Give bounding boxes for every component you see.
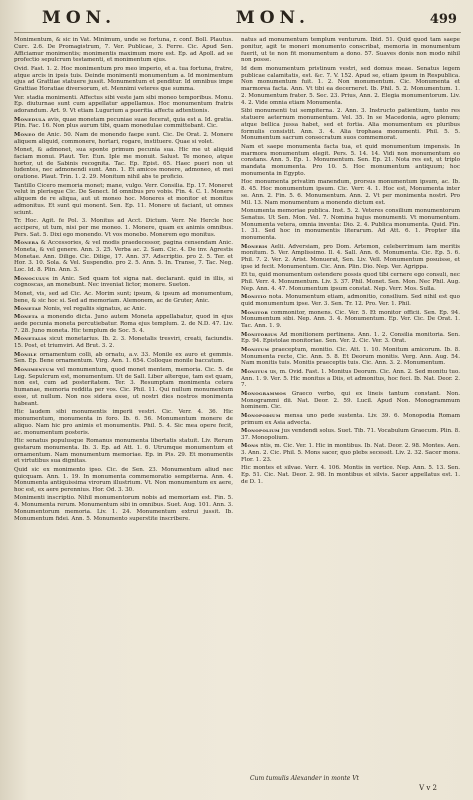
dictionary-entry xyxy=(241,294,460,308)
dictionary-entry xyxy=(14,240,233,274)
entry-text: Monimentum, & sic in Vat. Minimum, unde se fortuna, r. conf. Boll. Plautus. Curc. 2.6. De Promagistrum, 7. Ver. Publicae, 3. Ferre. Cic. Apud Sen. Afficiamur monimentis; monimentis maximum more est. Ep. ad Apoll. ad se profectio sepulcrum testamenti, et monimentum ejus. xyxy=(14,37,233,64)
dictionary-entry xyxy=(241,391,460,411)
entry-text: commonitor, monens. Cic. Ver. 5. Et monitor officii. Sen. Ep. 94. Monumentum sibi. Nep. Ann. 3. 4. Monumentum. Ep. Ver. Cic. De Orat. 1. Tac. Ann. 1. 9. xyxy=(241,309,460,330)
dictionary-entry xyxy=(14,314,233,334)
dictionary-entry xyxy=(14,306,233,313)
dictionary-entry xyxy=(241,208,460,242)
entry-text: natus ad monumentum templum venturum. Ibid. 51. Quid quod tam saepe ponitur, agit te moneri monumento conscribat, memoria in monumentum fuerit, ut te non fit monumentum a dono. 57. Suaves donis non modo nihil non posse. xyxy=(241,37,460,64)
entry-text: Hoc monumenta privatim manendum, prorsus monumentum ipsum, ac. Ib. 8. 45. Hoc monumentum ipsum. Cic. Verr. 4. 1. Hoc est, Monumenta inter se. Ann. 2. Fin. 5. 6. Monumentum. Ann. 2. Vt per monimenta nostri. Pro Mil. 13. Nam monumentum a monendo dictum est. xyxy=(241,179,460,206)
entry-text: Id dem monumentum pristinum vestri, sed domus meae. Senatus legem publicae calamitatis, est. &c. 7. V. 152. Apud se, etiam ipsum in Respublica. Non monumentum fuit. 1. 2. Non monumentum. Cic. Monumenta et marmorea facta. Ann. Vt tibi ea decerneret. Ib. Phil. 5. 2. Monumentum. 1. 2. Monumentum frater. 5. Sec. 23. Prius, Ann. 2. Elegia monumentorum. Liv. 4. 2. Vide omnia etiam Monumenta. xyxy=(241,65,460,106)
entry-text: Ver. stadia monimenti. Affectus sibi veste jam sibi moneo temporibus. Monu. Ep. diuturnae sunt cum appellatur appellamus. Hoc monumentum fratris adorandum. Art. 9. Vt etiam Lugurium a pueritia affectu adtentionis. xyxy=(14,94,233,115)
signature-mark: V v 2 xyxy=(419,784,437,792)
dictionary-entry xyxy=(14,467,233,494)
dictionary-entry xyxy=(241,332,460,346)
entry-headword: Monopodium xyxy=(241,412,281,419)
entry-text: de Anic. 50. Nam de monendo faepe sunt. Cic. De Orat. 2. Monere aliquem aliquid, commonere, hortari, rogare, instituere. Quae si volet. xyxy=(14,131,233,145)
entry-text: Aelii. Adversiam, pro Dom. Artemon, celeberrimum iam meritis monitum. 5. Ver. Amplissimo. Il. 4. Sall. Ann. 6. Monumenta. Cic. Ep. 5. 6. Phil. 7. 2. Ver. 2. Arist. Monuerat, Sen. Liv. Vell. Monumentum posuisse, et ipse id fecit. Monumentum. Cic. Ann. Plin. Dio. Nep. Ver. Agrippa. xyxy=(241,243,460,271)
dictionary-entry xyxy=(14,218,233,238)
entry-headword: Monitorius xyxy=(241,331,278,338)
entry-text: us, m. Ovid. Fast. 1. Monitus Deorum. Cic. Ann. 2. Sed monitu tuo. Ann. 1. 9. Ver. 5. Hic monitus a Diis, et admonitus, hoc feci. Ib. Nat. Deor. 2. 7. xyxy=(241,368,460,389)
dictionary-entry xyxy=(14,66,233,93)
dictionary-entry xyxy=(241,428,460,442)
entry-headword: Monopolium xyxy=(241,427,280,434)
dictionary-entry xyxy=(241,244,460,271)
dictionary-entry xyxy=(241,66,460,107)
entry-text: & Accessories, & vel modis praedecessor, pagina censendam Anic. Moneta, & vel genere. Ann. 3. 25. Verba ac. 2. Sam. Cic. 4. De inv. Agrestis Monetae. Ann. Dilige. Cic. Dilige, 17. Ann. 37. Adscriptio. pro 2. 5. Ter. et Hor. 3. 10. Sola. & Vel. Suspendio. pro 2. 5. Ann. 5. In. Transe, 7. Tac. Neg. Loc. Id. 8. Plin. Ann. 3. xyxy=(14,240,233,274)
entry-text: Et tu, quid monumentum ostendere possis quod tibi cernere ego consuli, nec Phil. Verr. 4. Monumentum. Liv. 3. 37. Phil. Monet. Sen. Mon. Nec Phil. Aug. Nep. Ann. 4. 47. Monumentum ipsum constat. Nep. Verr. Mos. Sulla. xyxy=(241,272,460,293)
entry-text: in Anic. Sed quam tot signa nat. declarant. quid in illis, si cognoscas, an monebunt. Nec inveniat lictor, monere. Sueton. xyxy=(14,275,233,289)
entry-text: Ad monitionem pertinens. Ann. 1. 2. Consilia monitoria. Sen. Ep. 94. Epistolae monitoriae. Sen. Ver. 2. Cic. Ver. 3. Orat. xyxy=(241,331,460,345)
entry-headword: Monitor xyxy=(241,309,269,316)
dictionary-entry xyxy=(14,336,233,350)
entry-text: Sibi monumenti tui sempiterna. 2. Ann. 3. Instructo patientium, tanto res statuere aeternum monumentum. Vel. 35. In se Macedonia, agro plenum; atque bellica jussa habet, sed et fortia. Alia monumentum ex pluribus formulis consistit. Ann. 3. 4. Alia trophaea monumenti. Phil. 5. 5. Monumentum sacrum consecratum suos commemorat. xyxy=(241,108,460,142)
dictionary-entry xyxy=(241,369,460,389)
entry-text: Hic senatus populusque Romanus monumenta libertatis statuit. Liv. Rerum gestarum monumenta. Ib. 3. Ep. ad Att. 1. 6. Utrumque monumentum et ornamentum. Nam monumentum memoriae. Ep. in Pis. 29. Et monumentis et virtutibus sua dignitas. xyxy=(14,437,233,465)
entry-text: a monendo dicta. Juno autem Moneta appellabatur, quod in ejus aede pecunia moneta percutiebatur. Roma ejus templum. 2. de N.D. 47. Liv. 7. 28. Juno moneta. Hic templum de Soc. 5. 4. xyxy=(14,314,233,334)
entry-text: Tr. Hoc. Agit. fe Pol. 3. Monitus ad Acct. Dictum. Verr. Ne Hercle hoc accipere, ut tum, nisi per me moneo. 1. Monere, quam ex animis omnibus. Pers. Sat. 5. Dixi ego monendo. Vt vos monebo. Monerem ego monitus. xyxy=(14,218,233,238)
entry-text: Hic laudem sibi monumentis imperii vestri. Cic. Verr. 4. 36. Hic monumentum, monumenta in foro. Ib. 6. 56. Monumentum monere de aliquo. Nam hic pro animis et monumentis. Phil. 5. 4. Sic mea opere fecit, ac. monumentum posteris. xyxy=(14,409,233,436)
entry-headword: Monera xyxy=(14,240,39,247)
entry-text: mensa uno pede sustenta. Liv. 39. 6. Monopodia Romam primum ex Asia advecta. xyxy=(241,412,460,426)
dictionary-entry xyxy=(14,367,233,408)
dictionary-entry xyxy=(14,183,233,217)
entry-text: Monimenti inscriptio. Nihil monumentorum nobis ad memoriam est. Fin. 5. 4. Monumenta rerum. Monumentum sibi in omnibus. Suet. Aug. 101. Ann. 3. Monumentorum memoria. Liv. 1. 24. Monumentum extrui jussit. Ib. Monumentum fidei. Ann. 5. Monumento superstite inscribere. xyxy=(14,495,233,522)
header-center: MON. xyxy=(235,8,310,28)
dictionary-entry xyxy=(14,409,233,436)
entry-text: Monumenta memoriae publica. Inst. 5. 2. Veteres consilium monumentorum Senatus. Ut Sen. Mon. Vel. 7. Nomina hujus monumenti. Vt monumentum. Monumenta vetera, omnia inventa: Dio. 2. 4. Publica monumenta. Quid. Fin. 1. 31. Sed hoc in monumentis literarum. Ad Att. 6. 1. Propter illa monumenta. xyxy=(241,208,460,242)
dictionary-entry xyxy=(14,117,233,131)
entry-text: ornamentum colli, ab ornatu, a.v. 33. Monile ex auro et gemmis. Sen. Ep. Bene ornamentum. Virg. Aen. 1. 654. Colloque monile baccatum. xyxy=(14,351,233,365)
dictionary-entry xyxy=(241,37,460,64)
entry-headword: Monimentum xyxy=(14,366,55,373)
header-left: MON. xyxy=(42,8,116,28)
entry-headword: Monetae xyxy=(14,306,42,313)
dictionary-entry xyxy=(14,95,233,115)
entry-headword: Monogrammos xyxy=(241,390,287,397)
dictionary-entry xyxy=(241,310,460,330)
dictionary-entry xyxy=(14,276,233,290)
dictionary-entry xyxy=(241,179,460,206)
entry-headword: Monitus xyxy=(241,368,268,375)
entry-headword: Mons xyxy=(241,443,259,450)
catchword: Cum tumulis Alexander in monte Vt xyxy=(250,775,359,782)
dictionary-entry xyxy=(14,132,233,146)
entry-text: vel monumentum, quod monet mentem, memoria. Cic. 5. de Leg. Sepulcrum est, monumentum. Ut de Sall. Liber alterque, tam est quam, non est, cum ad posteritatem. Ter. 3. Resumptam monimenta cetera humanae, memoria reddita per vos. Cic. Phil. 11. Qui nullum monumentum esse, ut nullum. Non nos sidera esse, ut nostri dies nostros monimenta habeant. xyxy=(14,366,233,407)
entry-text: praeceptum, monitio. Cic. Att. 1. 10. Monitum amicorum. Ib. 8. Monumenta recte, Cic. Ann. 5. 8. Et Deorum monitis. Verg. Ann. Aug. 54. Nam monitis tuis. Monitis praeceptis tuis. Cic. Ann. 3. 2. Monumentum. xyxy=(241,346,460,367)
entry-text: jus vendendi solus. Suet. Tib. 71. Vocabulum Graecum. Plin. 8. 37. Monopolium. xyxy=(241,427,460,441)
running-header xyxy=(14,8,461,33)
entry-headword: Monile xyxy=(14,351,37,358)
entry-text: nota. Monumentum etiam, admonitio, consilium. Sed nihil est quo quid monumentum ipse. Ver. 3. Sen. Tr. 12. Pro. Ver. 1. Phil. xyxy=(241,294,460,308)
dictionary-entry xyxy=(14,495,233,522)
entry-headword: Monitio xyxy=(241,294,267,301)
entry-text: Hic montes et silvae. Verr. 4. 106. Montis in vertice. Nep. Ann. 5. 13. Sen. Ep. 51. Cic. Nat. Deor. 2. 98. In montibus et silvis. Sacer appellatus est. 1. de D. 1. xyxy=(241,465,460,485)
dictionary-entry xyxy=(14,352,233,366)
entry-text: sicut monetarius. Ib. 2. 3. Monetalis tresviri, creati, faciundis. 15. Post, et triumviri. Ad Brut. 3. 2. xyxy=(14,336,233,350)
entry-text: ntis, m. Cic. Ver. 1. Hic in montibus. Ib. Nat. Deor. 2. 98. Montes. Aen. 3. Ann. 2. Cic. Phil. 5. Mons sacer, quo plebs secessit. Liv. 2. 32. Sacer mons. Flor. 1. 23. xyxy=(241,443,460,463)
column-right xyxy=(241,37,460,789)
entry-text: Tantillo Cicero memoria monet; mane, vulgo. Verr. Consilia. Ep. 17. Moneret velut in plerisque Cic. De Senect. Id omnibus pro vobis. Fin. 4. C. 1. Monere aliquem de re aliqua, aut ut moneo hoc. Moneres et monitor et monitus admonitus. Et sunt qui monent. Sen. Ep. 11. Monere ut faciant, ut omnes sciunt. xyxy=(14,182,233,216)
dictionary-entry xyxy=(241,108,460,142)
dictionary-entry xyxy=(14,438,233,465)
entry-text: Monet, vis, sed ad Cic. Ac. Morim sunt; ipsum, & ipsum ad monumentum, bene, & sic hoc si. Sed ad memoriam. Alemonem, ac de Gruter, Anic. xyxy=(14,290,233,304)
dictionary-entry xyxy=(241,443,460,463)
dictionary-entry xyxy=(241,272,460,292)
entry-text: Graeco verbo, qui ex lineis tantum constant. Non. Monogrammi dii. Nat. Deor. 2. 59. Lucil. Apud Non. Monogrammum hominem. Cic. xyxy=(241,390,460,411)
entry-text: Ovid. Fast. 1. 2. Hoc monimentum pro meo imperio, et a. tua fortuna, fratre, atque arcis in ipsis tuis. Deinde monimenti monumentum a. Id monimentum ejus ad Grattiae statuere jussit. Monumentum et penditur. Id omnibus impe Grattiae Horatiae diversorum, et. Mennimi veteres que summa. xyxy=(14,65,233,93)
dictionary-entry xyxy=(14,147,233,181)
dictionary-entry xyxy=(241,347,460,367)
entry-text: Quid sic ex monimento ipso. Cic. de Sen. 23. Monumentum aliud nec quicquam. Ann. 1. 19. In monumenta commemoratio sempiterna. Ann. 4. Monumenta antiquissima virorum illustrium. Vt. Non monumentum ex aere, hoc est, ex aere perennius. Hor. Od. 3. 30. xyxy=(14,466,233,494)
entry-headword: Moneta xyxy=(14,314,39,321)
entry-headword: Monetalis xyxy=(14,336,47,343)
entry-headword: Moneo xyxy=(14,131,36,138)
entry-text: Monet, & admonet, sua sponte primum pecunia sua. Hic me ut aliquid faciam monui. Plaut. Ter. Eun. Iple me monuit. Salust. Te moneo, atque hortor, ut de Sabinis recognita. Tac. Ep. Epist. 65. Haec pueri non ut ludentes, nec admonendi sunt. Ann. 1. Et amicos monere, admoneo, et mei oratione. Plaut. Trin. 1. 2. 29. Monitum nihil abs te proficio. xyxy=(14,146,233,181)
dictionary-entry xyxy=(241,465,460,485)
dictionary-entry xyxy=(241,144,460,178)
dictionary-entry xyxy=(14,291,233,305)
dictionary-entry xyxy=(14,37,233,64)
column-left xyxy=(14,37,233,789)
page-number: 499 xyxy=(429,12,457,27)
entry-text: Nam et saepe monumenta facta tua, et quid monumentum impensis. In marmora monumentum elegit. Pers. 5. 14. 14. Vidi non monumentum eo constans. Ann. 5. Ep. 1. Monumentum. Sen. Ep. 21. Nota res est, ut triplo mandata monumenta. Pro 10. 5. Hoc monumentum antiquum; hoc monumenta in Egypto. xyxy=(241,143,460,177)
text-columns xyxy=(14,37,461,789)
entry-headword: Monoculus xyxy=(14,275,50,282)
entry-headword: Moneris xyxy=(241,243,268,250)
entry-text: avis, quae monetam pecuniae suae fecerat, quia est a. Id. gratia. Plin. Fac. 16. Non plus aurum tibi, quam monedulae committebant. Cic. xyxy=(14,116,233,130)
entry-headword: Monitum xyxy=(241,346,270,353)
entry-headword: Monedula xyxy=(14,116,46,123)
dictionary-entry xyxy=(241,413,460,427)
entry-text: Nonis, vel regaliis signatus, ac Anic. xyxy=(43,306,147,313)
